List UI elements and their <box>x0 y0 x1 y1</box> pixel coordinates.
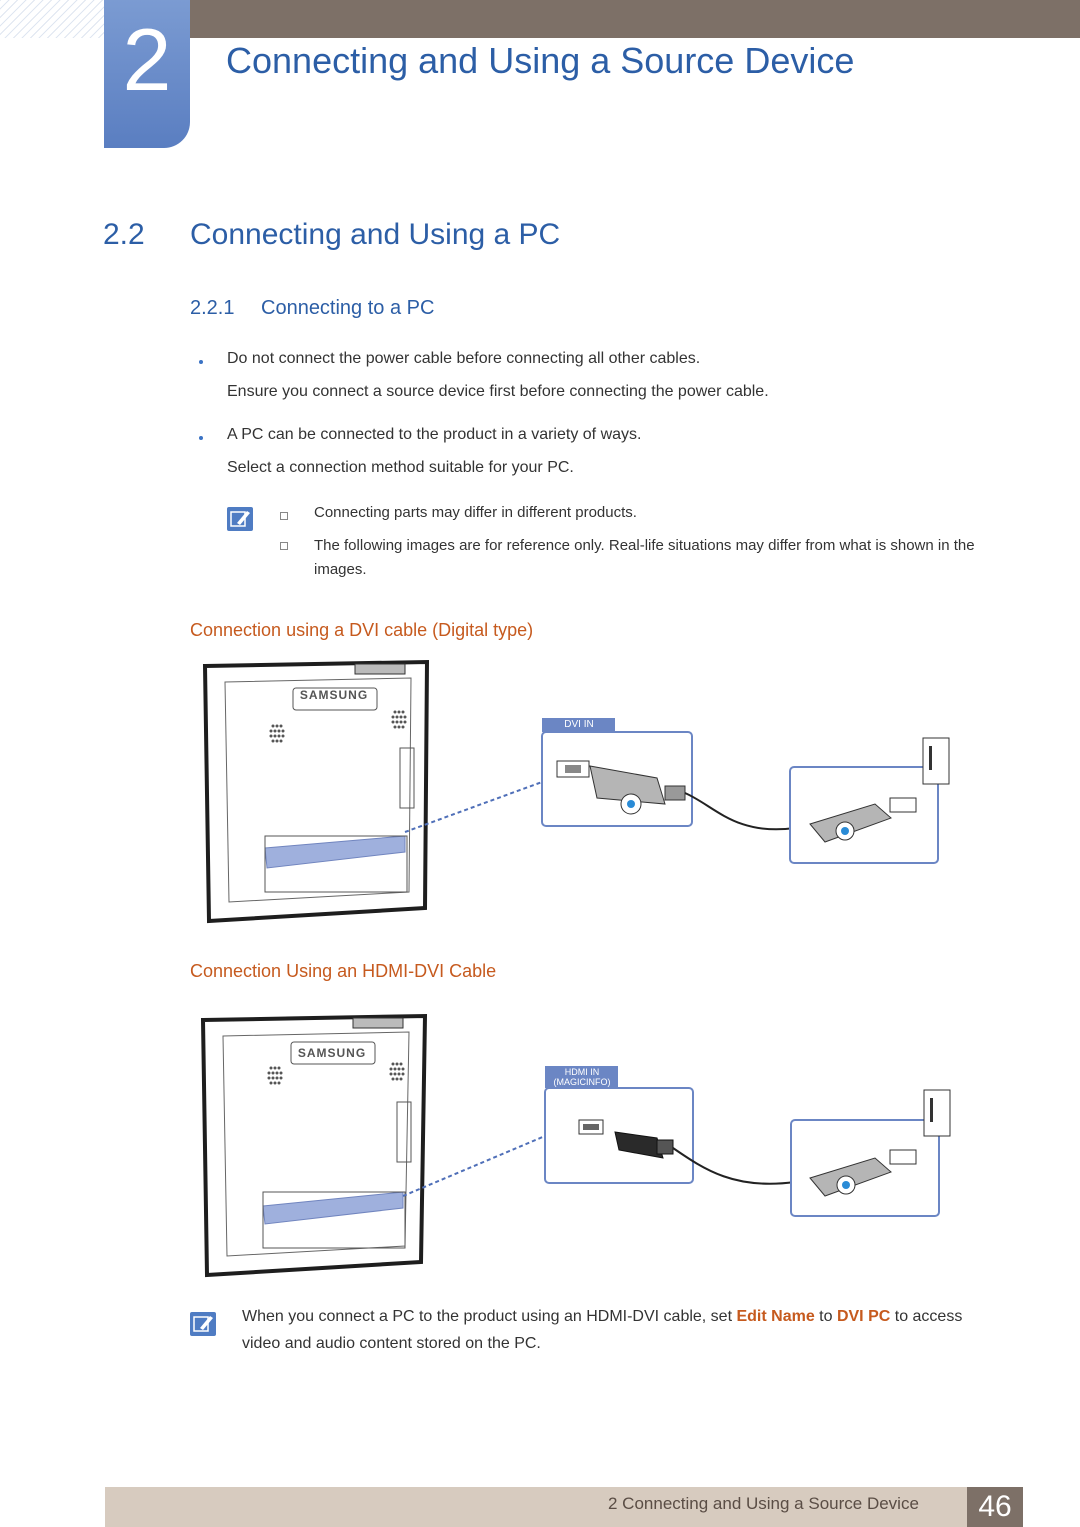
section-number: 2.2 <box>103 218 145 251</box>
bottom-note-line1 <box>242 1308 962 1326</box>
term-edit-name: Edit Name <box>736 1308 815 1325</box>
header-hatch-decoration <box>0 0 104 38</box>
note-square-bullet <box>280 512 288 520</box>
brand-logo: SAMSUNG <box>299 688 369 702</box>
brand-logo: SAMSUNG <box>297 1046 367 1060</box>
chapter-number-tab: 2 <box>104 0 190 148</box>
note-text: Connecting parts may differ in different products. <box>314 504 637 521</box>
bottom-note-text: When you connect a PC to the product using an HDMI-DVI cable, set <box>242 1308 737 1325</box>
note-text: The following images are for reference only. Real-life situations may differ from what is shown in the images. <box>314 537 975 578</box>
note-pencil-icon <box>227 507 253 531</box>
bullet-text: Do not connect the power cable before connecting all other cables. <box>227 350 701 367</box>
chapter-title: Connecting and Using a Source Device <box>226 40 855 81</box>
subsection-title: Connecting to a PC <box>261 297 435 319</box>
bullet-subtext: Ensure you connect a source device first before connecting the power cable. <box>227 383 769 400</box>
bullet-dot <box>199 360 203 364</box>
bottom-note-text: to <box>814 1308 837 1325</box>
bottom-note-line2: video and audio content stored on the PC. <box>242 1335 541 1352</box>
section-title: Connecting and Using a PC <box>190 218 561 251</box>
header-bar <box>190 0 1080 38</box>
diagram-heading-hdmi-dvi: Connection Using an HDMI-DVI Cable <box>190 961 497 981</box>
bullet-subtext: Select a connection method suitable for your PC. <box>227 459 574 476</box>
note-pencil-icon <box>190 1312 216 1336</box>
term-dvi-pc: DVI PC <box>836 1308 891 1325</box>
bullet-text: A PC can be connected to the product in a variety of ways. <box>227 426 642 443</box>
bullet-dot <box>199 436 203 440</box>
bottom-note-text: to access <box>890 1308 963 1325</box>
port-label-magicinfo: (MAGICINFO) <box>553 1077 611 1087</box>
page-number: 46 <box>967 1487 1023 1527</box>
diagram-heading-dvi: Connection using a DVI cable (Digital type) <box>190 620 534 640</box>
note-square-bullet <box>280 542 288 550</box>
footer-chapter-text: 2 Connecting and Using a Source Device <box>608 1494 919 1513</box>
port-label-dvi-in: DVI IN <box>564 719 594 730</box>
port-label-hdmi-in: HDMI IN <box>564 1067 600 1077</box>
subsection-number: 2.2.1 <box>190 297 235 319</box>
